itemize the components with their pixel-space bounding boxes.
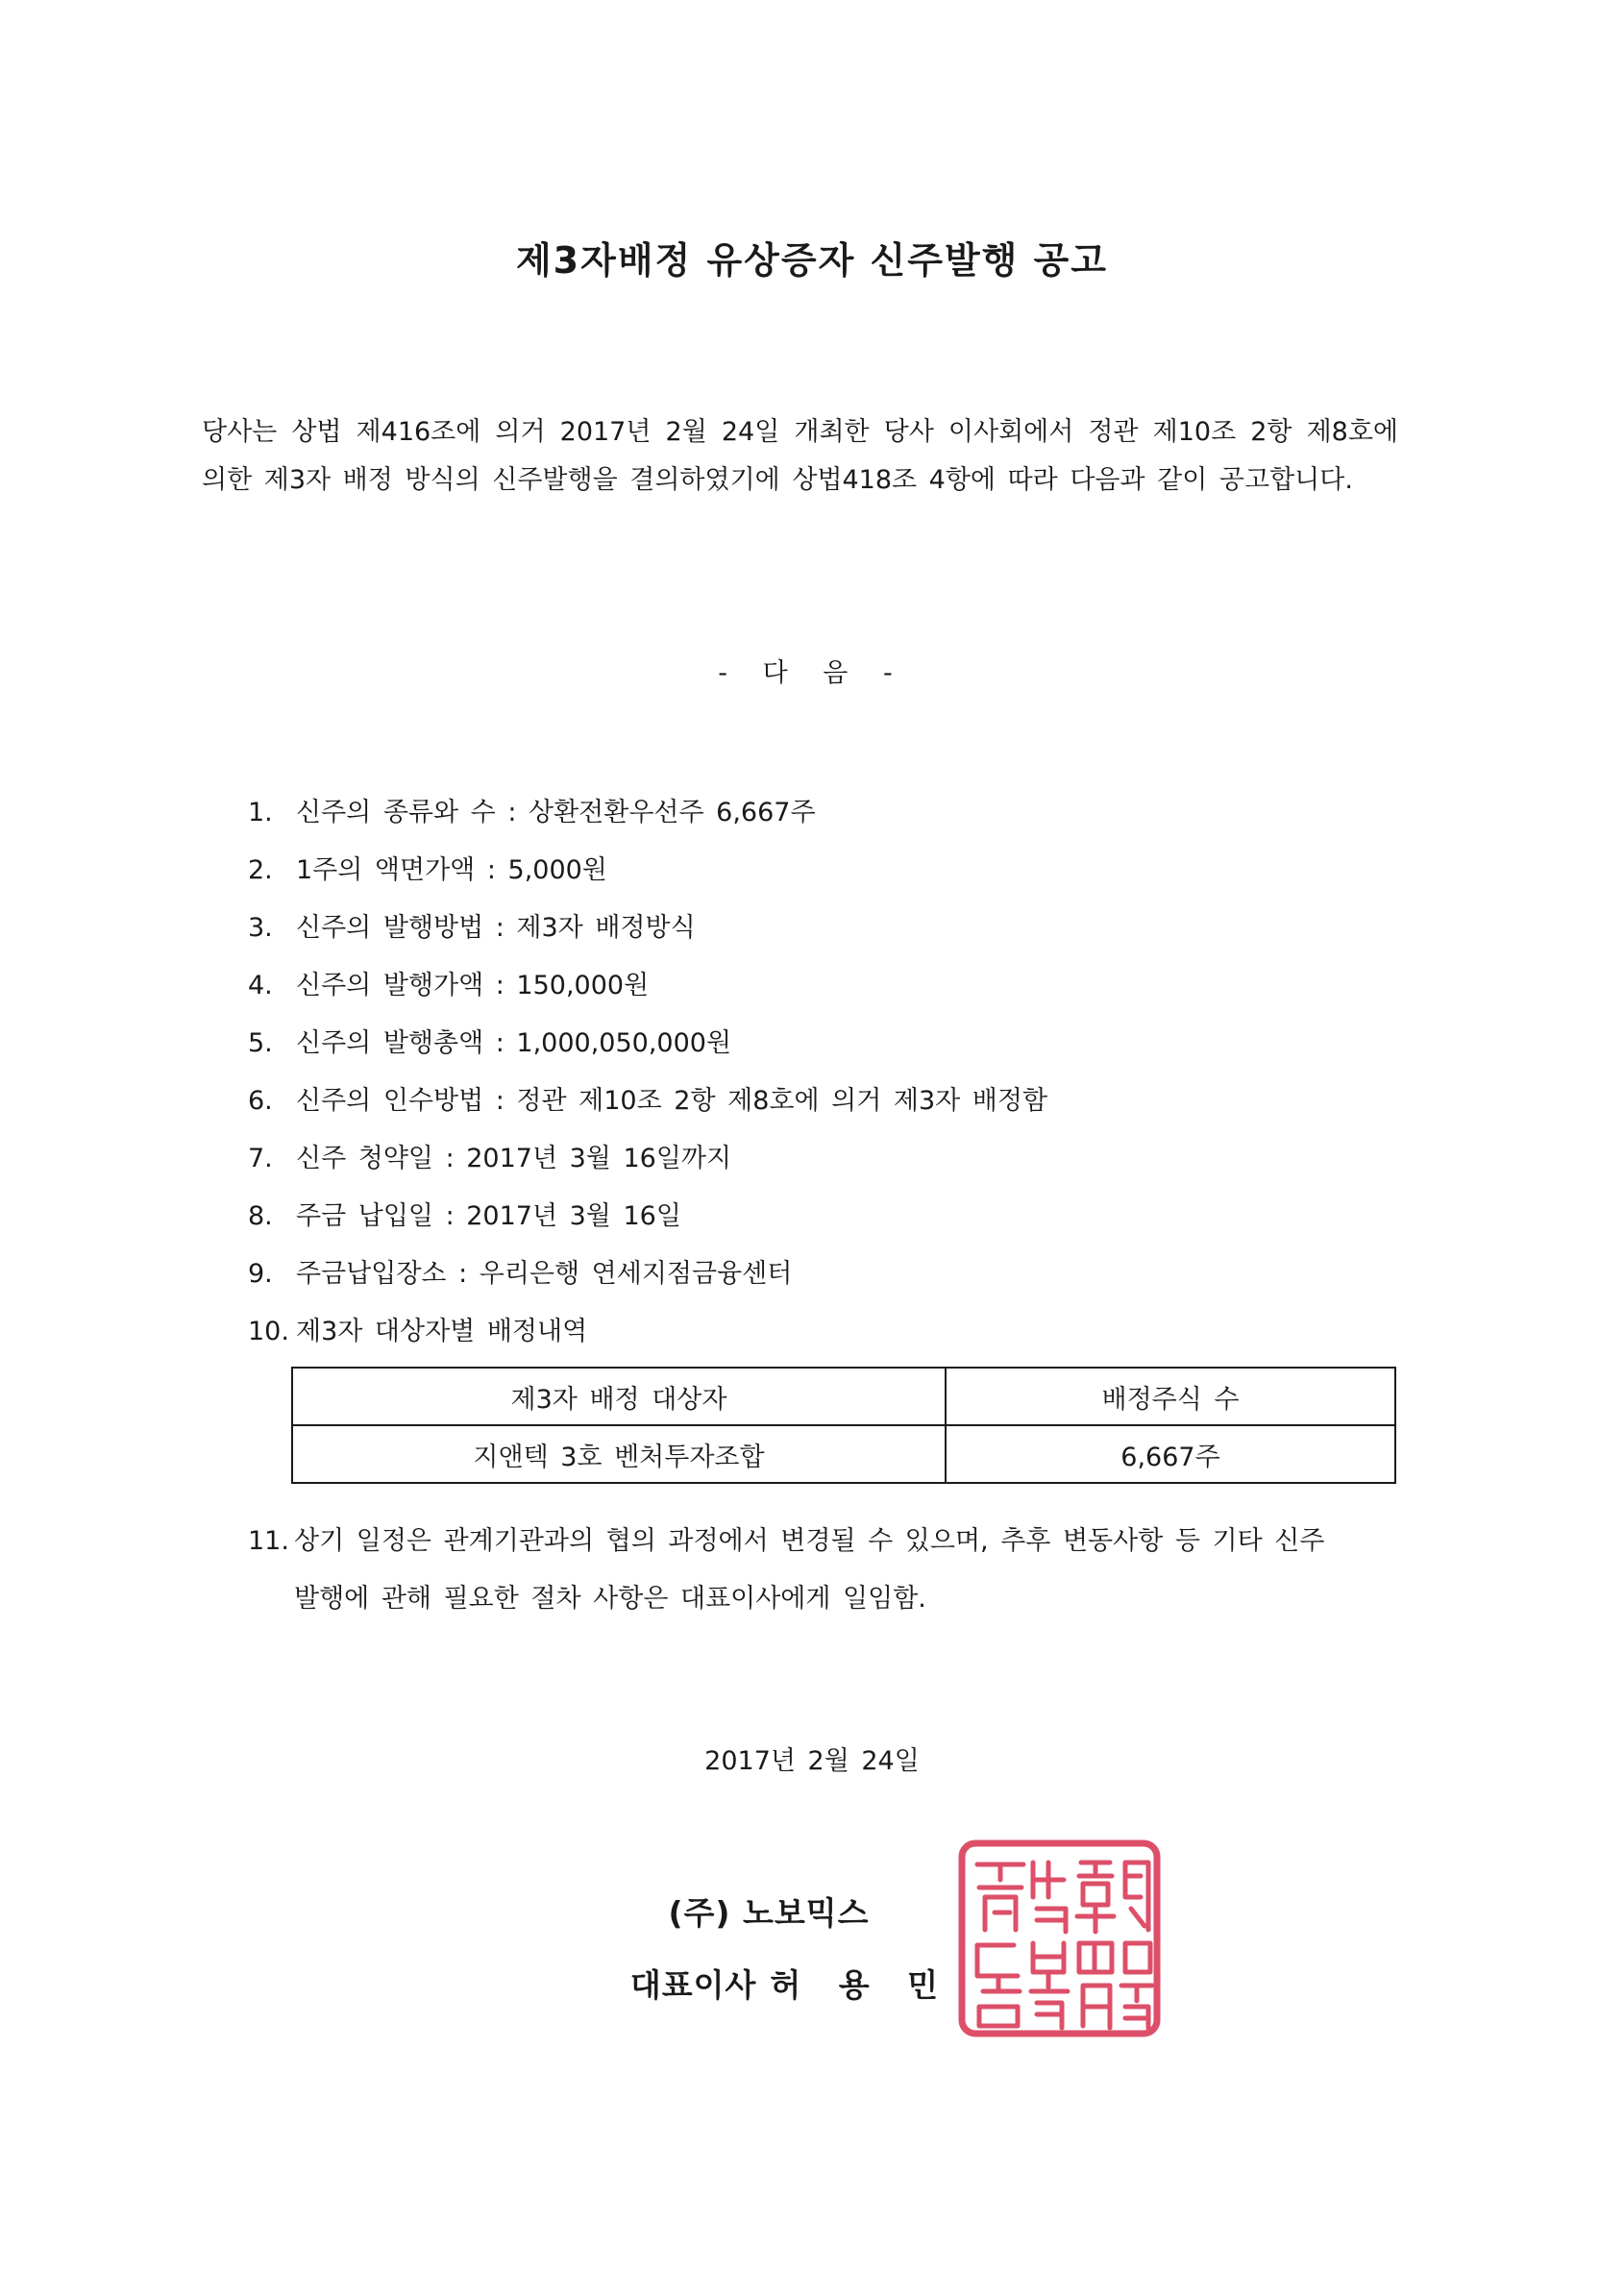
table-row — [292, 1425, 1395, 1483]
table-header-cell: 배정주식 수 — [946, 1368, 1395, 1425]
intro-paragraph: 당사는 상법 제416조에 의거 2017년 2월 24일 개최한 당사 이사회에서 정관 제10조 2항 제8호에 의한 제3자 배정 방식의 신주발행을 결의하였기에 상법418조 4항에 따라 다음과 같이 공고합니다. — [202, 417, 1398, 495]
table-header-row — [292, 1368, 1395, 1425]
company-name: (주) 노보믹스 — [668, 1894, 870, 1932]
note-line-1: 상기 일정은 관계기관과의 협의 과정에서 변경될 수 있으며, 추후 변동사항 등 기타 신주 — [294, 1526, 1325, 1556]
item-text: 주금 납입일 : 2017년 3월 16일 — [296, 1201, 681, 1231]
list-item — [248, 1194, 1401, 1251]
item-number: 5. — [248, 1028, 273, 1058]
item-number: 7. — [248, 1144, 273, 1173]
table-cell: 지앤텍 3호 벤처투자조합 — [292, 1425, 946, 1483]
notice-date: 2017년 2월 24일 — [704, 1746, 920, 1776]
list-item — [248, 1309, 1401, 1367]
item-number: 8. — [248, 1201, 273, 1231]
representative-name: 허 용 민 — [770, 1966, 951, 2004]
note-line-2: 발행에 관해 필요한 절차 사항은 대표이사에게 일임함. — [294, 1584, 926, 1614]
item-text: 신주의 발행총액 : 1,000,050,000원 — [296, 1028, 732, 1058]
note-item — [248, 1513, 1401, 1628]
allocation-table — [291, 1367, 1396, 1484]
item-text: 신주 청약일 : 2017년 3월 16일까지 — [296, 1144, 732, 1173]
list-item — [248, 905, 1401, 963]
notice-title: 제3자배정 유상증자 신주발행 공고 — [515, 239, 1109, 282]
item-text: 신주의 발행가액 : 150,000원 — [296, 971, 650, 1000]
list-item — [248, 1136, 1401, 1194]
list-item — [248, 963, 1401, 1021]
table-header-cell: 제3자 배정 대상자 — [292, 1368, 946, 1425]
item-number: 9. — [248, 1259, 273, 1289]
item-number: 3. — [248, 913, 273, 943]
item-number: 2. — [248, 855, 273, 885]
section-separator: - 다 음 - — [718, 658, 906, 688]
item-number: 1. — [248, 798, 273, 827]
table-cell: 6,667주 — [946, 1425, 1395, 1483]
notice-items-list — [248, 790, 1401, 1367]
list-item — [248, 1021, 1401, 1078]
item-text: 제3자 대상자별 배정내역 — [296, 1317, 588, 1346]
company-seal-icon — [956, 1838, 1163, 2039]
item-text: 신주의 인수방법 : 정관 제10조 2항 제8호에 의거 제3자 배정함 — [296, 1086, 1048, 1116]
item-number: 10. — [248, 1317, 289, 1346]
list-item — [248, 1078, 1401, 1136]
item-text: 주금납입장소 : 우리은행 연세지점금융센터 — [296, 1259, 793, 1289]
representative — [538, 1961, 999, 2006]
list-item — [248, 1251, 1401, 1309]
item-number: 6. — [248, 1086, 273, 1116]
item-number: 11. — [248, 1526, 289, 1556]
item-number: 4. — [248, 971, 273, 1000]
item-text: 신주의 발행방법 : 제3자 배정방식 — [296, 913, 696, 943]
item-text: 신주의 종류와 수 : 상환전환우선주 6,667주 — [296, 798, 816, 827]
representative-title: 대표이사 — [629, 1966, 757, 2004]
item-text: 1주의 액면가액 : 5,000원 — [296, 855, 607, 885]
list-item — [248, 790, 1401, 848]
list-item — [248, 848, 1401, 905]
